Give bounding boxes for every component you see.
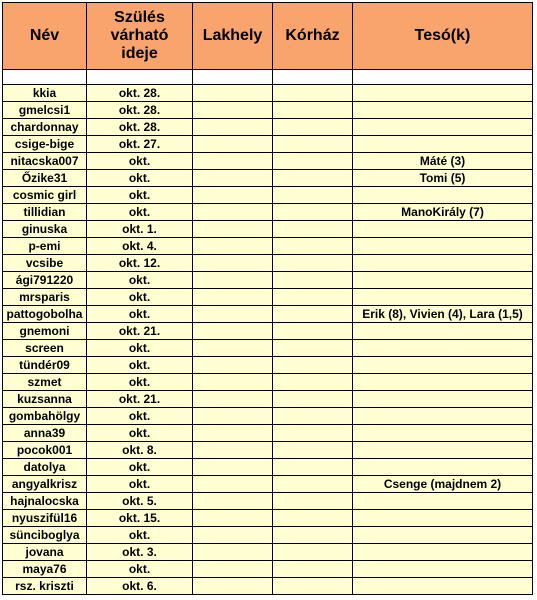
cell-name[interactable]: gombahölgy bbox=[3, 408, 87, 425]
cell-hospital[interactable] bbox=[273, 272, 353, 289]
cell-due-date[interactable]: okt. bbox=[87, 272, 193, 289]
cell-residence[interactable] bbox=[193, 493, 273, 510]
cell-name[interactable]: kuzsanna bbox=[3, 391, 87, 408]
cell-due-date[interactable]: okt. 12. bbox=[87, 255, 193, 272]
cell-residence[interactable] bbox=[193, 306, 273, 323]
cell-name[interactable]: hajnalocska bbox=[3, 493, 87, 510]
cell-siblings[interactable] bbox=[353, 102, 533, 119]
header-row bbox=[3, 3, 533, 70]
cell-residence[interactable] bbox=[193, 544, 273, 561]
cell-hospital[interactable] bbox=[273, 170, 353, 187]
cell-name[interactable]: pocok001 bbox=[3, 442, 87, 459]
cell-siblings[interactable] bbox=[353, 119, 533, 136]
header-due-date[interactable] bbox=[87, 3, 193, 70]
cell-residence[interactable] bbox=[193, 102, 273, 119]
table-row bbox=[3, 306, 533, 323]
cell-due-date[interactable]: okt. bbox=[87, 306, 193, 323]
cell-siblings[interactable] bbox=[353, 255, 533, 272]
cell-name[interactable]: maya76 bbox=[3, 561, 87, 578]
table-row bbox=[3, 255, 533, 272]
cell-due-date[interactable]: okt. 4. bbox=[87, 238, 193, 255]
cell-residence[interactable] bbox=[193, 476, 273, 493]
cell-hospital[interactable] bbox=[273, 493, 353, 510]
cell-residence[interactable] bbox=[193, 238, 273, 255]
cell-residence[interactable] bbox=[193, 272, 273, 289]
cell-hospital[interactable] bbox=[273, 527, 353, 544]
cell-siblings[interactable] bbox=[353, 493, 533, 510]
cell-due-date[interactable]: okt. 1. bbox=[87, 221, 193, 238]
cell-due-date[interactable]: okt. bbox=[87, 425, 193, 442]
cell-name[interactable]: angyalkrisz bbox=[3, 476, 87, 493]
header-siblings[interactable]: Tesó(k) bbox=[353, 3, 533, 70]
cell-residence[interactable] bbox=[193, 408, 273, 425]
table-row bbox=[3, 408, 533, 425]
cell-siblings[interactable] bbox=[353, 544, 533, 561]
cell-hospital[interactable] bbox=[273, 289, 353, 306]
cell-name[interactable]: Őzike31 bbox=[3, 170, 87, 187]
cell-due-date[interactable]: okt. 28. bbox=[87, 102, 193, 119]
cell-siblings[interactable] bbox=[353, 561, 533, 578]
table-row bbox=[3, 289, 533, 306]
cell-residence[interactable] bbox=[193, 527, 273, 544]
cell-name[interactable]: tillidian bbox=[3, 204, 87, 221]
cell-name[interactable]: anna39 bbox=[3, 425, 87, 442]
cell-due-date[interactable]: okt. bbox=[87, 170, 193, 187]
cell-due-date[interactable]: okt. bbox=[87, 204, 193, 221]
cell-siblings[interactable] bbox=[353, 374, 533, 391]
cell-residence[interactable] bbox=[193, 289, 273, 306]
cell-hospital[interactable] bbox=[273, 544, 353, 561]
cell-siblings[interactable] bbox=[353, 136, 533, 153]
cell-hospital[interactable] bbox=[273, 136, 353, 153]
table-row bbox=[3, 323, 533, 340]
cell-siblings[interactable] bbox=[353, 357, 533, 374]
cell-siblings[interactable] bbox=[353, 510, 533, 527]
cell-hospital[interactable] bbox=[273, 153, 353, 170]
cell-siblings[interactable] bbox=[353, 425, 533, 442]
cell-siblings[interactable] bbox=[353, 442, 533, 459]
cell-residence[interactable] bbox=[193, 204, 273, 221]
table-row bbox=[3, 476, 533, 493]
empty-cell[interactable] bbox=[273, 70, 353, 85]
table-row bbox=[3, 561, 533, 578]
cell-residence[interactable] bbox=[193, 425, 273, 442]
cell-due-date[interactable]: okt. 28. bbox=[87, 119, 193, 136]
cell-hospital[interactable] bbox=[273, 102, 353, 119]
header-hospital[interactable]: Kórház bbox=[273, 3, 353, 70]
cell-residence[interactable] bbox=[193, 255, 273, 272]
cell-name[interactable]: nyuszifül16 bbox=[3, 510, 87, 527]
cell-name[interactable]: ginuska bbox=[3, 221, 87, 238]
empty-cell[interactable] bbox=[87, 70, 193, 85]
table-row bbox=[3, 221, 533, 238]
cell-due-date[interactable]: okt. bbox=[87, 408, 193, 425]
cell-siblings[interactable] bbox=[353, 187, 533, 204]
table-row bbox=[3, 85, 533, 102]
cell-due-date[interactable]: okt. bbox=[87, 476, 193, 493]
table-row bbox=[3, 493, 533, 510]
cell-siblings[interactable] bbox=[353, 527, 533, 544]
cell-name[interactable]: ági791220 bbox=[3, 272, 87, 289]
cell-due-date[interactable]: okt. 21. bbox=[87, 323, 193, 340]
cell-siblings[interactable]: Csenge (majdnem 2) bbox=[353, 476, 533, 493]
cell-due-date[interactable]: okt. bbox=[87, 374, 193, 391]
cell-name[interactable]: nitacska007 bbox=[3, 153, 87, 170]
cell-hospital[interactable] bbox=[273, 391, 353, 408]
cell-hospital[interactable] bbox=[273, 561, 353, 578]
cell-name[interactable]: pattogobolha bbox=[3, 306, 87, 323]
cell-hospital[interactable] bbox=[273, 187, 353, 204]
cell-siblings[interactable]: Máté (3) bbox=[353, 153, 533, 170]
table-row bbox=[3, 187, 533, 204]
empty-cell[interactable] bbox=[3, 70, 87, 85]
header-due-line3: ideje bbox=[121, 45, 158, 62]
cell-due-date[interactable]: okt. 8. bbox=[87, 442, 193, 459]
cell-siblings[interactable]: Tomi (5) bbox=[353, 170, 533, 187]
cell-due-date[interactable]: okt. 28. bbox=[87, 85, 193, 102]
cell-siblings[interactable] bbox=[353, 459, 533, 476]
cell-residence[interactable] bbox=[193, 340, 273, 357]
cell-hospital[interactable] bbox=[273, 408, 353, 425]
cell-siblings[interactable]: Erik (8), Vivien (4), Lara (1,5) bbox=[353, 306, 533, 323]
table-row bbox=[3, 170, 533, 187]
birth-list-table bbox=[2, 2, 533, 595]
cell-due-date[interactable]: okt. 21. bbox=[87, 391, 193, 408]
cell-hospital[interactable] bbox=[273, 459, 353, 476]
cell-name[interactable]: datolya bbox=[3, 459, 87, 476]
cell-hospital[interactable] bbox=[273, 425, 353, 442]
cell-due-date[interactable]: okt. 6. bbox=[87, 578, 193, 595]
cell-due-date[interactable]: okt. bbox=[87, 459, 193, 476]
cell-due-date[interactable]: okt. bbox=[87, 187, 193, 204]
table-row bbox=[3, 459, 533, 476]
cell-hospital[interactable] bbox=[273, 357, 353, 374]
cell-siblings[interactable] bbox=[353, 238, 533, 255]
cell-name[interactable]: chardonnay bbox=[3, 119, 87, 136]
cell-name[interactable]: gnemoni bbox=[3, 323, 87, 340]
table-row bbox=[3, 391, 533, 408]
table-row bbox=[3, 153, 533, 170]
cell-name[interactable]: vcsibe bbox=[3, 255, 87, 272]
cell-due-date[interactable]: okt. 3. bbox=[87, 544, 193, 561]
cell-siblings[interactable] bbox=[353, 85, 533, 102]
cell-due-date[interactable]: okt. bbox=[87, 357, 193, 374]
cell-hospital[interactable] bbox=[273, 119, 353, 136]
cell-name[interactable]: kkia bbox=[3, 85, 87, 102]
cell-residence[interactable] bbox=[193, 221, 273, 238]
table-row bbox=[3, 340, 533, 357]
cell-hospital[interactable] bbox=[273, 238, 353, 255]
cell-residence[interactable] bbox=[193, 187, 273, 204]
empty-cell[interactable] bbox=[193, 70, 273, 85]
header-residence[interactable]: Lakhely bbox=[193, 3, 273, 70]
table-row bbox=[3, 119, 533, 136]
cell-residence[interactable] bbox=[193, 510, 273, 527]
table-row bbox=[3, 527, 533, 544]
cell-name[interactable]: cosmic girl bbox=[3, 187, 87, 204]
cell-name[interactable]: tündér09 bbox=[3, 357, 87, 374]
cell-residence[interactable] bbox=[193, 561, 273, 578]
cell-due-date[interactable]: okt. bbox=[87, 153, 193, 170]
cell-hospital[interactable] bbox=[273, 340, 353, 357]
cell-siblings[interactable] bbox=[353, 221, 533, 238]
cell-name[interactable]: szmet bbox=[3, 374, 87, 391]
table-row bbox=[3, 102, 533, 119]
cell-hospital[interactable] bbox=[273, 442, 353, 459]
table-row bbox=[3, 272, 533, 289]
cell-residence[interactable] bbox=[193, 153, 273, 170]
cell-residence[interactable] bbox=[193, 357, 273, 374]
table-row bbox=[3, 510, 533, 527]
cell-name[interactable]: screen bbox=[3, 340, 87, 357]
cell-residence[interactable] bbox=[193, 578, 273, 595]
table-row bbox=[3, 578, 533, 595]
cell-due-date[interactable]: okt. 5. bbox=[87, 493, 193, 510]
empty-cell[interactable] bbox=[353, 70, 533, 85]
empty-row bbox=[3, 70, 533, 85]
cell-residence[interactable] bbox=[193, 442, 273, 459]
cell-name[interactable]: gmelcsi1 bbox=[3, 102, 87, 119]
cell-hospital[interactable] bbox=[273, 374, 353, 391]
cell-hospital[interactable] bbox=[273, 323, 353, 340]
cell-name[interactable]: csige-bige bbox=[3, 136, 87, 153]
cell-residence[interactable] bbox=[193, 136, 273, 153]
cell-hospital[interactable] bbox=[273, 255, 353, 272]
header-name[interactable]: Név bbox=[3, 3, 87, 70]
cell-due-date[interactable]: okt. bbox=[87, 340, 193, 357]
cell-siblings[interactable] bbox=[353, 272, 533, 289]
cell-siblings[interactable] bbox=[353, 323, 533, 340]
cell-name[interactable]: sünciboglya bbox=[3, 527, 87, 544]
cell-residence[interactable] bbox=[193, 459, 273, 476]
cell-name[interactable]: p-emi bbox=[3, 238, 87, 255]
table-row bbox=[3, 544, 533, 561]
cell-residence[interactable] bbox=[193, 119, 273, 136]
cell-due-date[interactable]: okt. bbox=[87, 561, 193, 578]
cell-hospital[interactable] bbox=[273, 85, 353, 102]
cell-name[interactable]: rsz. kriszti bbox=[3, 578, 87, 595]
cell-name[interactable]: mrsparis bbox=[3, 289, 87, 306]
cell-due-date[interactable]: okt. 15. bbox=[87, 510, 193, 527]
header-due-line1: Szülés bbox=[114, 9, 165, 26]
cell-hospital[interactable] bbox=[273, 204, 353, 221]
table-row bbox=[3, 204, 533, 221]
cell-residence[interactable] bbox=[193, 391, 273, 408]
cell-residence[interactable] bbox=[193, 85, 273, 102]
table-row bbox=[3, 425, 533, 442]
cell-hospital[interactable] bbox=[273, 306, 353, 323]
cell-siblings[interactable] bbox=[353, 408, 533, 425]
cell-hospital[interactable] bbox=[273, 578, 353, 595]
cell-siblings[interactable] bbox=[353, 578, 533, 595]
cell-hospital[interactable] bbox=[273, 510, 353, 527]
cell-due-date[interactable]: okt. 27. bbox=[87, 136, 193, 153]
cell-residence[interactable] bbox=[193, 374, 273, 391]
cell-siblings[interactable] bbox=[353, 289, 533, 306]
table-row bbox=[3, 238, 533, 255]
cell-residence[interactable] bbox=[193, 170, 273, 187]
cell-siblings[interactable]: ManoKirály (7) bbox=[353, 204, 533, 221]
cell-hospital[interactable] bbox=[273, 221, 353, 238]
cell-due-date[interactable]: okt. bbox=[87, 527, 193, 544]
cell-siblings[interactable] bbox=[353, 340, 533, 357]
cell-name[interactable]: jovana bbox=[3, 544, 87, 561]
table-row bbox=[3, 374, 533, 391]
cell-siblings[interactable] bbox=[353, 391, 533, 408]
table-row bbox=[3, 442, 533, 459]
header-due-line2: várható bbox=[110, 27, 169, 44]
cell-residence[interactable] bbox=[193, 323, 273, 340]
cell-hospital[interactable] bbox=[273, 476, 353, 493]
cell-due-date[interactable]: okt. bbox=[87, 289, 193, 306]
table-row bbox=[3, 357, 533, 374]
table-row bbox=[3, 136, 533, 153]
